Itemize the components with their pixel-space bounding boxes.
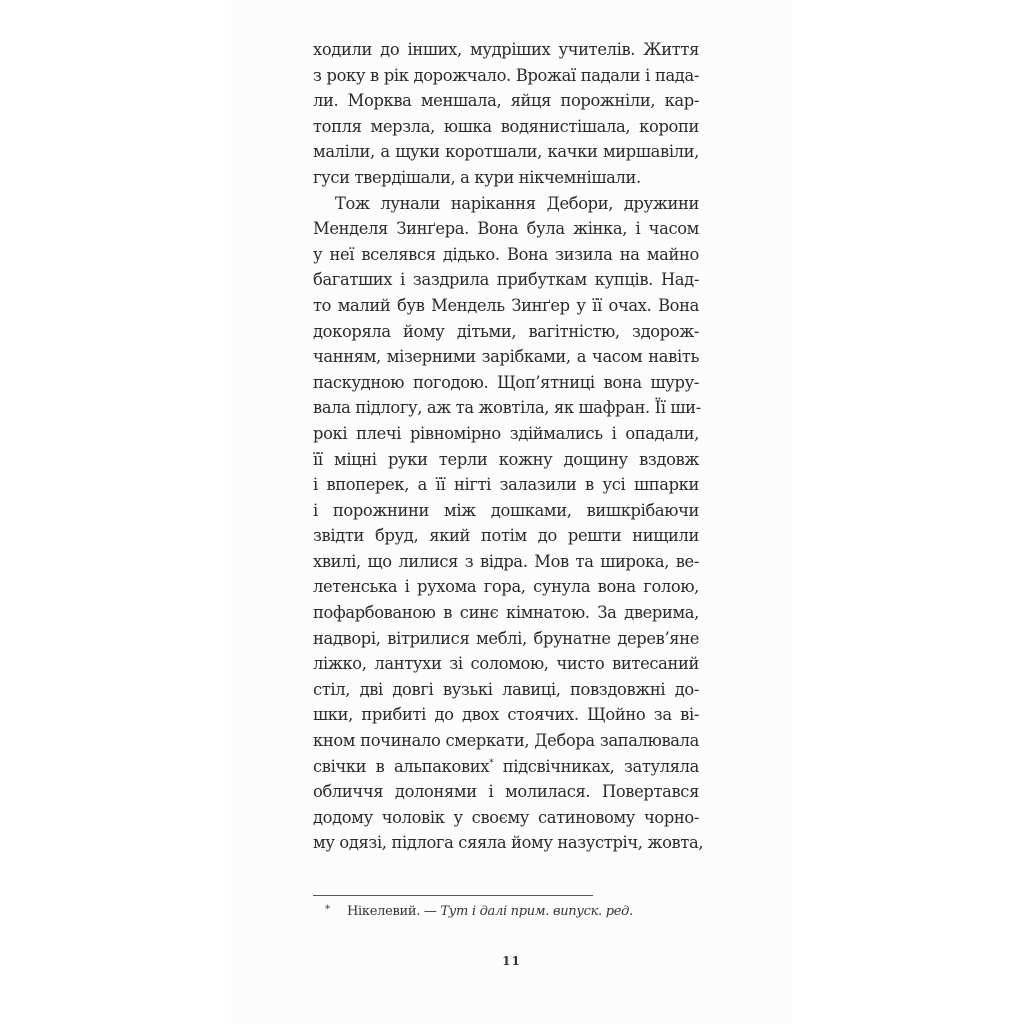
- text-line: її міцні руки терли кожну дощину вздовж: [313, 449, 699, 469]
- text-line: і порожнини між дошками, вишкрібаючи: [313, 500, 699, 520]
- text-line: чанням, мізерними зарібками, а часом навіть: [313, 347, 699, 367]
- text-line: Тож лунали нарікання Дебори, дружини: [335, 193, 699, 213]
- text-line: Менделя Зинґера. Вона була жінка, і часом: [313, 219, 699, 239]
- text-line: топля мерзла, юшка водянистішала, коропи: [313, 116, 699, 136]
- page-number: 11: [502, 954, 521, 968]
- book-page: [231, 0, 792, 1024]
- text-line: звідти бруд, який потім до решти нищили: [313, 526, 699, 546]
- text-line: летенська і рухома гора, сунула вона голою,: [313, 577, 699, 597]
- text-line: хвилі, що лилися з відра. Мов та широка, ве-: [313, 551, 699, 571]
- text-line: багатших і заздрила прибуткам купців. Над-: [313, 270, 699, 290]
- text-fragment: підсвічниках, затуляла: [502, 756, 699, 776]
- text-line: у неї вселявся дідько. Вона зизила на майно: [313, 244, 699, 264]
- text-line: з року в рік дорожчало. Врожаї падали і пада-: [313, 65, 699, 85]
- text-line: ходили до інших, мудріших учителів. Життя: [313, 40, 699, 59]
- text-line: му одязі, підлога сяяла йому назустріч, жовта,: [313, 833, 704, 853]
- footnote-text: Нікелевий. —: [347, 904, 441, 919]
- text-line: ли. Морква меншала, яйця порожніли, кар-: [313, 91, 699, 111]
- text-line: ліжко, лантухи зі соломою, чисто витесаний: [313, 654, 699, 674]
- footnote-marker: *: [325, 904, 330, 915]
- text-line: гуси твердішали, а кури нікчемнішали.: [313, 167, 641, 187]
- footnote: [325, 904, 633, 919]
- text-fragment: свічки в альпакових: [313, 756, 490, 776]
- text-line: обличчя долонями і молилася. Повертався: [313, 782, 699, 802]
- text-line: маліли, а щуки коротшали, качки миршавіли,: [313, 142, 699, 162]
- text-line: вала підлогу, аж та жовтіла, як шафран. Її ши-: [313, 398, 701, 418]
- text-line: шки, прибиті до двох стоячих. Щойно за ві-: [313, 705, 699, 725]
- text-line: докоряла йому дітьми, вагітністю, здорож-: [313, 321, 699, 341]
- text-line: то малий був Мендель Зинґер у її очах. Вона: [313, 295, 699, 315]
- text-line: рокі плечі рівномірно здіймались і опадали,: [313, 423, 699, 443]
- text-line-with-footnote-ref: [313, 754, 699, 780]
- text-line: надворі, вітрилися меблі, брунатне дерев’яне: [313, 628, 699, 648]
- footnote-reference: *: [489, 758, 494, 769]
- text-line: додому чоловік у своєму сатиновому чорно-: [313, 807, 699, 827]
- footnote-editor-note: Тут і далі прим. випуск. ред.: [440, 904, 633, 919]
- body-text: [313, 37, 704, 856]
- text-line: пофарбованою в синє кімнатою. За дверима,: [313, 603, 699, 623]
- footnote-divider: [313, 895, 593, 896]
- text-line: і впоперек, а її нігті залазили в усі шпарки: [313, 475, 699, 495]
- text-line: стіл, дві довгі вузькі лавиці, повздовжні до-: [313, 679, 699, 699]
- text-line: паскудною погодою. Щоп’ятниці вона шуру-: [313, 372, 699, 392]
- text-line: кном починало смеркати, Дебора запалювала: [313, 731, 699, 751]
